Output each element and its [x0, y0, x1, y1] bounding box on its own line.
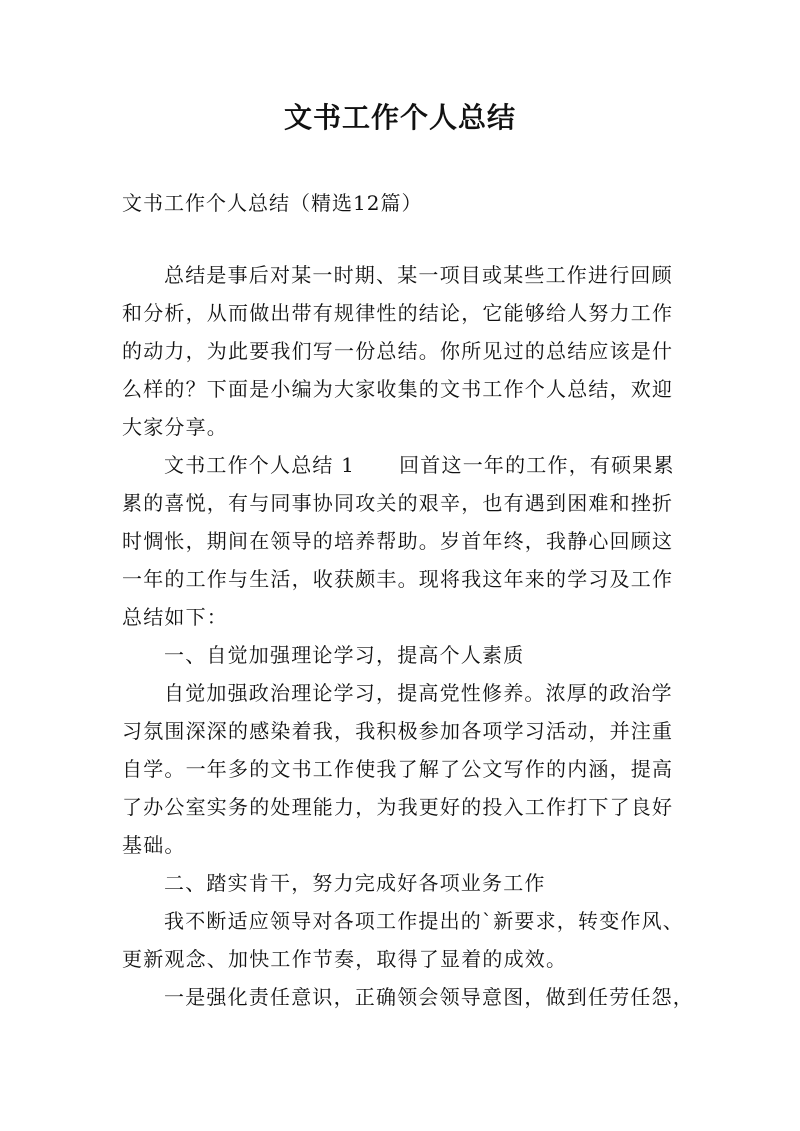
- paragraph-line: 习氛围深深的感染着我，我积极参加各项学习活动，并注重: [122, 719, 674, 743]
- document-subtitle: 文书工作个人总结（精选12篇）: [122, 191, 423, 215]
- subsection-heading: 一、自觉加强理论学习，提高个人素质: [164, 643, 525, 667]
- paragraph-line: 一是强化责任意识，正确领会领导意图，做到任劳任怨，: [164, 985, 694, 1009]
- paragraph-line: 了办公室实务的处理能力，为我更好的投入工作打下了良好: [122, 795, 674, 819]
- paragraph-line: 总结是事后对某一时期、某一项目或某些工作进行回顾: [164, 263, 673, 287]
- document-body: [122, 256, 694, 1016]
- paragraph-line: 更新观念、加快工作节奏，取得了显着的成效。: [122, 947, 568, 971]
- paragraph-line: 自学。一年多的文书工作使我了解了公文写作的内涵，提高: [122, 757, 674, 781]
- paragraph-line: 自觉加强政治理论学习，提高党性修养。浓厚的政治学: [164, 681, 673, 705]
- paragraph-line: 的动力，为此要我们写一份总结。你所见过的总结应该是什: [122, 339, 674, 363]
- paragraph-line: 大家分享。: [122, 415, 228, 439]
- section-intro: 回首这一年的工作，有硕果累: [399, 453, 675, 477]
- section-heading-line: [122, 446, 682, 484]
- section-heading: 文书工作个人总结 1: [164, 453, 356, 477]
- subsection-heading: 二、踏实肯干，努力完成好各项业务工作: [164, 871, 546, 895]
- document-title: 文书工作个人总结: [283, 101, 516, 134]
- paragraph-line: 总结如下：: [122, 605, 228, 629]
- paragraph-line: 和分析，从而做出带有规律性的结论，它能够给人努力工作: [122, 301, 674, 325]
- paragraph-line: 我不断适应领导对各项工作提出的`新要求，转变作风、: [164, 909, 684, 933]
- paragraph-line: 基础。: [122, 833, 186, 857]
- paragraph-line: 一年的工作与生活，收获颇丰。现将我这年来的学习及工作: [122, 567, 674, 591]
- paragraph-line: 时惆怅，期间在领导的培养帮助。岁首年终，我静心回顾这: [122, 529, 674, 553]
- paragraph-line: 累的喜悦，有与同事协同攻关的艰辛，也有遇到困难和挫折: [122, 491, 674, 515]
- paragraph-line: 么样的？下面是小编为大家收集的文书工作个人总结，欢迎: [122, 377, 674, 401]
